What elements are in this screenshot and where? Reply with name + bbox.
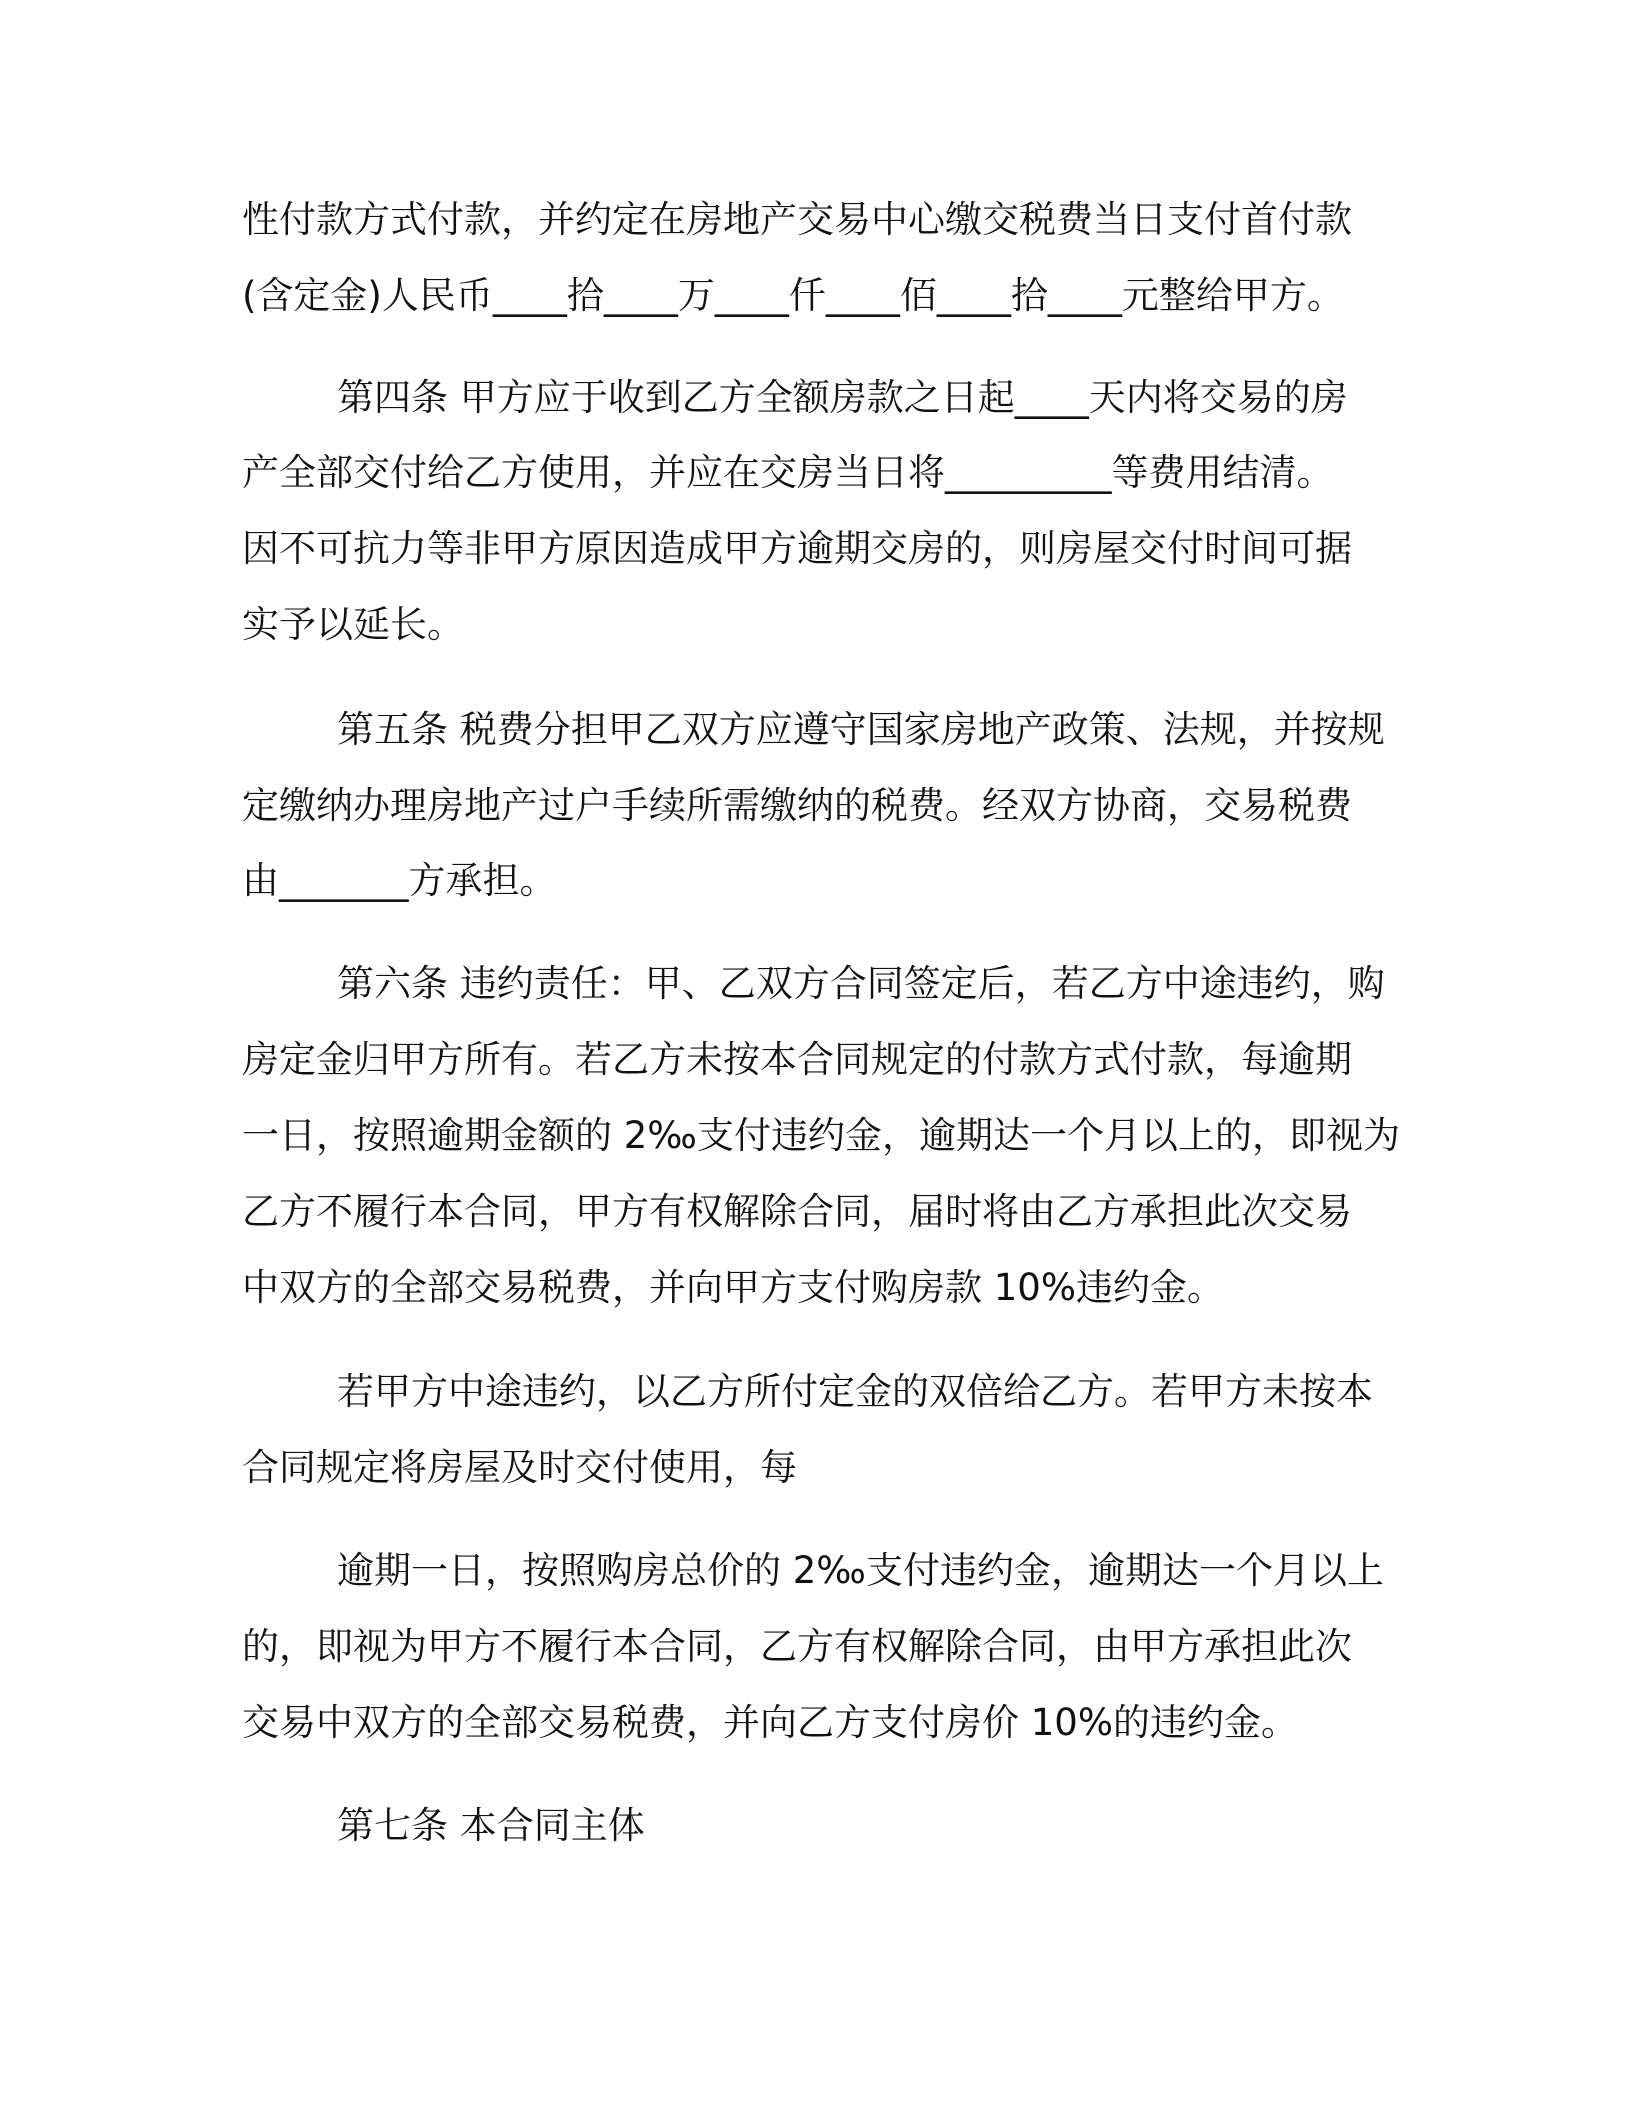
breach-party-a-line-1: 若甲方中途违约，以乙方所付定金的双倍给乙方。若甲方未按本 [337,1370,1373,1413]
article-4-line-2: 产全部交付给乙方使用，并应在交房当日将_________等费用结清。 [242,451,1334,494]
breach-overdue-line-2: 的，即视为甲方不履行本合同，乙方有权解除合同，由甲方承担此次 [242,1625,1352,1668]
article-4-line-1: 第四条 甲方应于收到乙方全额房款之日起____天内将交易的房 [337,376,1348,419]
article-7-heading: 第七条 本合同主体 [337,1804,645,1847]
text-line-2: (含定金)人民币____拾____万____仟____佰____拾____元整给甲方。 [242,274,1344,317]
article-5-line-3: 由_______方承担。 [242,859,557,902]
breach-overdue-line-3: 交易中双方的全部交易税费，并向乙方支付房价 10%的违约金。 [242,1701,1298,1744]
breach-party-a-line-2: 合同规定将房屋及时交付使用，每 [242,1446,797,1489]
article-5-line-2: 定缴纳办理房地产过户手续所需缴纳的税费。经双方协商，交易税费 [242,784,1352,827]
article-4-line-3: 因不可抗力等非甲方原因造成甲方逾期交房的，则房屋交付时间可据 [242,527,1352,570]
article-6-line-2: 房定金归甲方所有。若乙方未按本合同规定的付款方式付款，每逾期 [242,1038,1352,1081]
article-6-line-3: 一日，按照逾期金额的 2‰支付违约金，逾期达一个月以上的，即视为 [242,1114,1400,1157]
article-6-line-4: 乙方不履行本合同，甲方有权解除合同，届时将由乙方承担此次交易 [242,1190,1352,1233]
article-5-line-1: 第五条 税费分担甲乙双方应遵守国家房地产政策、法规，并按规 [337,708,1385,751]
article-6-line-5: 中双方的全部交易税费，并向甲方支付购房款 10%违约金。 [242,1266,1224,1309]
breach-overdue-line-1: 逾期一日，按照购房总价的 2‰支付违约金，逾期达一个月以上 [337,1549,1384,1592]
article-4-line-4: 实予以延长。 [242,603,464,646]
text-line-1: 性付款方式付款，并约定在房地产交易中心缴交税费当日支付首付款 [242,198,1352,241]
article-6-line-1: 第六条 违约责任：甲、乙双方合同签定后，若乙方中途违约，购 [337,962,1385,1005]
